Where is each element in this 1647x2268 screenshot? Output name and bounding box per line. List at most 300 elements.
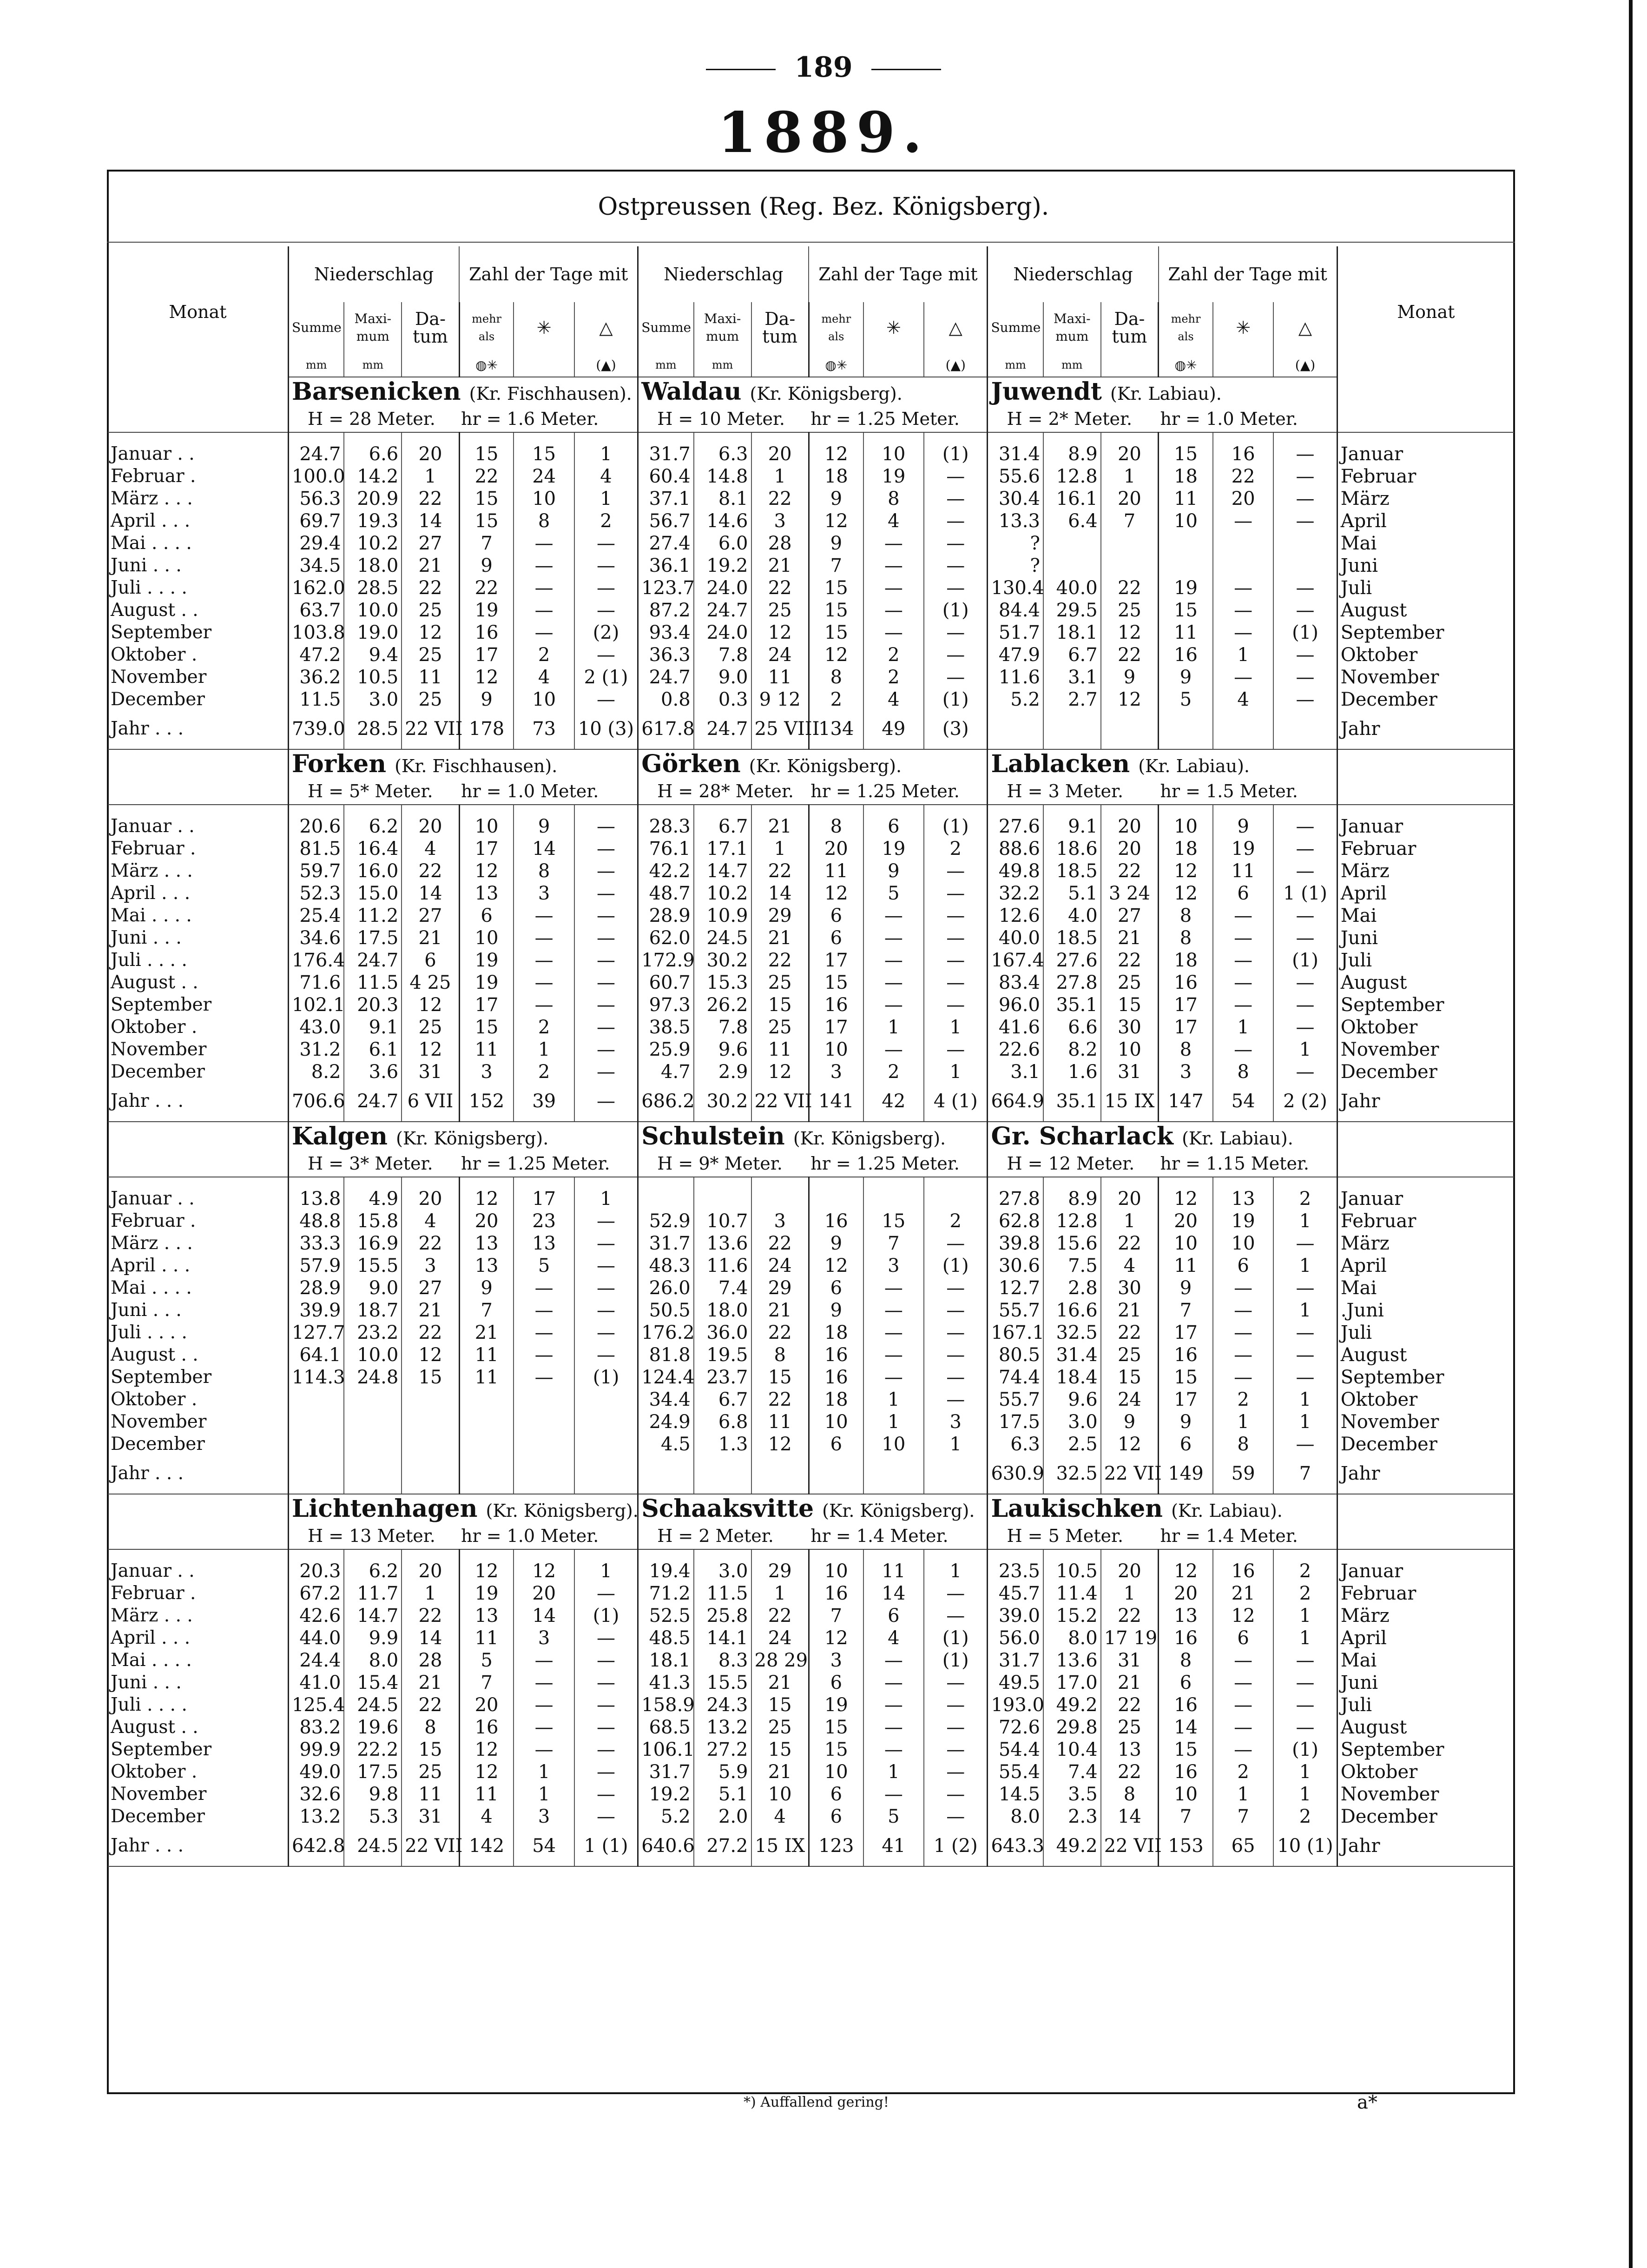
jahr-cell: 4 (1) bbox=[924, 1083, 988, 1122]
data-cell: 57.9 bbox=[288, 1255, 344, 1277]
data-cell: 12 bbox=[1213, 1605, 1273, 1627]
gap-cell bbox=[809, 432, 863, 443]
table-row bbox=[108, 1299, 1514, 1322]
jahr-cell bbox=[574, 1455, 638, 1494]
month-label-right: März bbox=[1337, 1605, 1514, 1627]
data-cell: 12 bbox=[402, 1038, 459, 1061]
station-title: Lichtenhagen bbox=[291, 1494, 478, 1523]
data-cell: 22 bbox=[1101, 1761, 1159, 1783]
jahr-label: Jahr . . . bbox=[108, 1455, 288, 1494]
data-cell: 10 bbox=[863, 1433, 924, 1455]
data-cell: 3 bbox=[459, 1061, 514, 1083]
jahr-cell: 22 VII bbox=[1101, 1828, 1159, 1866]
data-cell: — bbox=[1213, 905, 1273, 927]
jahr-label-right: Jahr bbox=[1337, 711, 1514, 749]
data-cell: 4 bbox=[1101, 1255, 1159, 1277]
data-cell: 11 bbox=[863, 1560, 924, 1582]
table-row bbox=[108, 882, 1514, 905]
data-cell: 10 bbox=[809, 1411, 863, 1433]
jahr-cell: 617.8 bbox=[638, 711, 694, 749]
data-cell: 9.1 bbox=[344, 1016, 402, 1038]
data-cell: 31.4 bbox=[1043, 1344, 1101, 1366]
table-row bbox=[108, 644, 1514, 666]
gap-cell bbox=[1043, 1549, 1101, 1560]
jahr-cell: 59 bbox=[1213, 1455, 1273, 1494]
station-name bbox=[638, 377, 988, 406]
gap-cell bbox=[108, 1549, 288, 1560]
gap-cell bbox=[574, 1549, 638, 1560]
data-cell: 9 bbox=[459, 555, 514, 577]
header-unit-mm-summe-3: mm bbox=[988, 353, 1043, 377]
gap-cell bbox=[288, 1177, 344, 1188]
month-label-right: September bbox=[1337, 1739, 1514, 1761]
data-cell: — bbox=[924, 949, 988, 972]
data-cell: 20 bbox=[1159, 1582, 1213, 1605]
data-cell: 9.8 bbox=[344, 1783, 402, 1805]
data-cell: 1 bbox=[1273, 1389, 1337, 1411]
jahr-cell bbox=[751, 1455, 809, 1494]
table-row bbox=[108, 815, 1514, 838]
data-cell bbox=[751, 1188, 809, 1210]
data-cell: 21 bbox=[459, 1322, 514, 1344]
height-row-spacer bbox=[108, 1523, 288, 1549]
data-cell: 1 bbox=[1213, 1783, 1273, 1805]
data-cell: 31 bbox=[1101, 1649, 1159, 1672]
data-cell: 15.3 bbox=[694, 972, 751, 994]
data-cell: — bbox=[514, 1672, 574, 1694]
data-cell: 33.3 bbox=[288, 1232, 344, 1255]
data-cell: 15 bbox=[459, 1016, 514, 1038]
data-cell: 39.9 bbox=[288, 1299, 344, 1322]
data-cell: — bbox=[924, 510, 988, 532]
data-cell: 1 bbox=[924, 1433, 988, 1455]
data-cell: 96.0 bbox=[988, 994, 1043, 1016]
station-title: Waldau bbox=[641, 377, 742, 406]
table-row bbox=[108, 994, 1514, 1016]
data-cell: — bbox=[863, 1366, 924, 1389]
data-cell: 16 bbox=[459, 1716, 514, 1739]
jahr-cell: 49.2 bbox=[1043, 1828, 1101, 1866]
jahr-cell: 134 bbox=[809, 711, 863, 749]
jahr-cell: 123 bbox=[809, 1828, 863, 1866]
gap-cell bbox=[809, 1549, 863, 1560]
data-cell: — bbox=[863, 1299, 924, 1322]
page-year: 1889. bbox=[718, 100, 929, 165]
data-cell: 2 (1) bbox=[574, 666, 638, 688]
jahr-cell bbox=[459, 1455, 514, 1494]
data-cell: 14 bbox=[402, 1627, 459, 1649]
gap-cell bbox=[459, 432, 514, 443]
data-cell: 49.2 bbox=[1043, 1694, 1101, 1716]
gap-cell bbox=[1101, 805, 1159, 815]
data-cell: 15 bbox=[402, 1739, 459, 1761]
gap-cell bbox=[1159, 805, 1213, 815]
data-cell: — bbox=[863, 577, 924, 599]
data-cell: 12 bbox=[1101, 1433, 1159, 1455]
month-label-right: Juli bbox=[1337, 949, 1514, 972]
data-cell: 1 bbox=[1101, 465, 1159, 488]
region-divider bbox=[107, 242, 1515, 243]
data-cell: 14 bbox=[514, 1605, 574, 1627]
data-cell: 12 bbox=[459, 1761, 514, 1783]
jahr-cell: (3) bbox=[924, 711, 988, 749]
data-cell: — bbox=[1213, 1739, 1273, 1761]
data-cell: 12 bbox=[459, 666, 514, 688]
data-cell: — bbox=[1213, 994, 1273, 1016]
header-maximum-3: Maxi- mum bbox=[1043, 302, 1101, 353]
data-cell: 2 bbox=[514, 1016, 574, 1038]
jahr-cell: 65 bbox=[1213, 1828, 1273, 1866]
data-cell: 22 bbox=[751, 1389, 809, 1411]
month-label: Juni . . . bbox=[111, 1672, 182, 1693]
data-cell: 29 bbox=[751, 1277, 809, 1299]
month-label: Mai . . . . bbox=[111, 1650, 192, 1671]
data-cell: 28.3 bbox=[638, 815, 694, 838]
data-cell: — bbox=[924, 1038, 988, 1061]
data-cell: 14.2 bbox=[344, 465, 402, 488]
station-row-spacer-right bbox=[1337, 749, 1514, 778]
data-cell bbox=[574, 1433, 638, 1455]
station-hr: hr = 1.6 Meter. bbox=[461, 409, 599, 429]
data-cell: 11 bbox=[1159, 1255, 1213, 1277]
data-cell: 15 bbox=[751, 1694, 809, 1716]
data-cell: 45.7 bbox=[988, 1582, 1043, 1605]
station-hr: hr = 1.4 Meter. bbox=[810, 1526, 949, 1546]
data-cell: 55.7 bbox=[988, 1389, 1043, 1411]
data-cell: 14 bbox=[1101, 1805, 1159, 1828]
table-row bbox=[108, 1016, 1514, 1038]
data-cell: — bbox=[1213, 622, 1273, 644]
header-snow-3: ✳ bbox=[1213, 302, 1273, 353]
data-cell: 11 bbox=[1159, 622, 1213, 644]
data-cell: 1.6 bbox=[1043, 1061, 1101, 1083]
month-label-right: Oktober bbox=[1337, 1389, 1514, 1411]
data-cell: — bbox=[1213, 1649, 1273, 1672]
data-cell: 6.8 bbox=[694, 1411, 751, 1433]
data-cell: — bbox=[1273, 465, 1337, 488]
month-label: April . . . bbox=[111, 883, 191, 904]
data-cell: 17 bbox=[1159, 1322, 1213, 1344]
data-cell: 23.7 bbox=[694, 1366, 751, 1389]
month-label: Mai . . . . bbox=[111, 905, 192, 926]
header-hail-paren-1: (▲) bbox=[574, 353, 638, 377]
data-cell: 2.3 bbox=[1043, 1805, 1101, 1828]
gap-cell bbox=[514, 432, 574, 443]
gap-cell bbox=[694, 432, 751, 443]
table-row bbox=[108, 510, 1514, 532]
station-title: Juwendt bbox=[991, 377, 1102, 406]
data-cell: 28.9 bbox=[638, 905, 694, 927]
data-cell: 15 bbox=[402, 1366, 459, 1389]
data-cell: 52.3 bbox=[288, 882, 344, 905]
data-cell: 3.6 bbox=[344, 1061, 402, 1083]
data-cell: 43.0 bbox=[288, 1016, 344, 1038]
jahr-cell: 22 VII bbox=[402, 1828, 459, 1866]
data-cell: 49.5 bbox=[988, 1672, 1043, 1694]
data-cell: 3 bbox=[402, 1255, 459, 1277]
gap-cell bbox=[1273, 1177, 1337, 1188]
month-label-right: Februar bbox=[1337, 1210, 1514, 1232]
gap-cell bbox=[751, 1177, 809, 1188]
gap-row bbox=[108, 1549, 1514, 1560]
data-cell: 106.1 bbox=[638, 1739, 694, 1761]
data-cell: — bbox=[574, 1649, 638, 1672]
month-label: November bbox=[111, 1411, 207, 1432]
header-mehr-als-1: mehr als bbox=[459, 302, 514, 353]
data-cell: 29.5 bbox=[1043, 599, 1101, 622]
gap-cell bbox=[638, 432, 694, 443]
month-label: Juni . . . bbox=[111, 927, 182, 948]
jahr-cell: 141 bbox=[809, 1083, 863, 1122]
data-cell: 10.7 bbox=[694, 1210, 751, 1232]
data-cell: 11 bbox=[459, 1038, 514, 1061]
data-cell: 6 bbox=[1213, 882, 1273, 905]
data-cell: — bbox=[924, 1716, 988, 1739]
data-cell: — bbox=[1213, 1344, 1273, 1366]
data-cell: 15 bbox=[809, 622, 863, 644]
data-cell: 22 bbox=[402, 1605, 459, 1627]
data-cell: 17.5 bbox=[344, 1761, 402, 1783]
header-datum-3: Da- tum bbox=[1101, 302, 1159, 353]
data-cell bbox=[1273, 555, 1337, 577]
data-cell: — bbox=[924, 905, 988, 927]
data-cell: 39.8 bbox=[988, 1232, 1043, 1255]
jahr-row bbox=[108, 1083, 1514, 1122]
data-cell: 162.0 bbox=[288, 577, 344, 599]
data-cell: 51.7 bbox=[988, 622, 1043, 644]
station-h: H = 5 Meter. bbox=[1007, 1526, 1124, 1546]
data-cell: 25 bbox=[402, 644, 459, 666]
station-name bbox=[288, 377, 638, 406]
data-cell: 22 bbox=[751, 577, 809, 599]
data-cell: 9 bbox=[809, 1299, 863, 1322]
data-cell: 7.4 bbox=[694, 1277, 751, 1299]
month-label: März . . . bbox=[111, 860, 193, 881]
data-cell: 4 bbox=[863, 1627, 924, 1649]
data-cell: 1 bbox=[1213, 1016, 1273, 1038]
station-title: Gr. Scharlack bbox=[991, 1122, 1173, 1151]
table-row bbox=[108, 1061, 1514, 1083]
data-cell: 9.6 bbox=[1043, 1389, 1101, 1411]
gap-cell bbox=[751, 432, 809, 443]
data-cell: — bbox=[924, 1805, 988, 1828]
data-cell: — bbox=[514, 1694, 574, 1716]
data-cell: 29 bbox=[751, 905, 809, 927]
station-row-spacer bbox=[108, 1122, 288, 1151]
station-hr: hr = 1.25 Meter. bbox=[810, 409, 960, 429]
data-cell: 22 bbox=[1101, 949, 1159, 972]
station-name bbox=[988, 1122, 1337, 1151]
data-cell: 14 bbox=[514, 838, 574, 860]
data-cell: 22 bbox=[402, 1322, 459, 1344]
table-row bbox=[108, 688, 1514, 711]
data-cell: 84.4 bbox=[988, 599, 1043, 622]
data-cell: 10 bbox=[1213, 1232, 1273, 1255]
gap-cell bbox=[924, 1177, 988, 1188]
data-cell: 27.4 bbox=[638, 532, 694, 555]
month-label: Oktober . bbox=[111, 644, 198, 665]
month-label: März . . . bbox=[111, 1605, 193, 1626]
data-cell: 11 bbox=[459, 1366, 514, 1389]
data-cell: — bbox=[574, 1783, 638, 1805]
gap-cell bbox=[288, 1549, 344, 1560]
data-cell: 2 bbox=[574, 510, 638, 532]
data-cell: 7 bbox=[1159, 1805, 1213, 1828]
data-cell: 15 bbox=[459, 488, 514, 510]
data-cell: 9.1 bbox=[1043, 815, 1101, 838]
data-cell: — bbox=[863, 555, 924, 577]
data-cell: 2 bbox=[514, 1061, 574, 1083]
month-label: Juli . . . . bbox=[111, 1322, 187, 1343]
data-cell: — bbox=[574, 949, 638, 972]
data-cell: (1) bbox=[574, 1366, 638, 1389]
station-kreis: (Kr. Königsberg). bbox=[486, 1501, 639, 1521]
data-cell: — bbox=[1213, 599, 1273, 622]
gap-cell bbox=[108, 432, 288, 443]
data-cell: — bbox=[514, 622, 574, 644]
jahr-cell: 142 bbox=[459, 1828, 514, 1866]
station-name bbox=[288, 1122, 638, 1151]
data-cell: 8 bbox=[1213, 1433, 1273, 1455]
month-label: Januar . . bbox=[111, 1188, 195, 1209]
data-cell: 3 bbox=[514, 1805, 574, 1828]
data-cell: 12 bbox=[402, 1344, 459, 1366]
gap-cell bbox=[344, 805, 402, 815]
data-cell: 20.6 bbox=[288, 815, 344, 838]
header-unit-mm-summe-2: mm bbox=[638, 353, 694, 377]
data-cell: 24.9 bbox=[638, 1411, 694, 1433]
data-cell: 10 bbox=[459, 815, 514, 838]
gap-cell bbox=[751, 1549, 809, 1560]
data-cell: 10 bbox=[1159, 815, 1213, 838]
table-row bbox=[108, 1433, 1514, 1455]
data-cell: 29.8 bbox=[1043, 1716, 1101, 1739]
month-label-right: November bbox=[1337, 1038, 1514, 1061]
data-cell: — bbox=[1273, 666, 1337, 688]
data-cell: 15 bbox=[751, 1739, 809, 1761]
data-cell: 114.3 bbox=[288, 1366, 344, 1389]
data-cell: 15 bbox=[1159, 443, 1213, 465]
height-row-spacer bbox=[108, 406, 288, 432]
data-cell: — bbox=[863, 994, 924, 1016]
data-cell: 99.9 bbox=[288, 1739, 344, 1761]
data-cell bbox=[1213, 532, 1273, 555]
data-cell: — bbox=[1273, 688, 1337, 711]
header-unit-mm-max-1: mm bbox=[344, 353, 402, 377]
data-cell: 48.5 bbox=[638, 1627, 694, 1649]
jahr-cell: 49 bbox=[863, 711, 924, 749]
data-cell: 15 bbox=[459, 510, 514, 532]
data-cell: 13 bbox=[459, 1605, 514, 1627]
gap-cell bbox=[638, 805, 694, 815]
month-label: April . . . bbox=[111, 1255, 191, 1276]
data-cell: — bbox=[1273, 1322, 1337, 1344]
data-cell: 172.9 bbox=[638, 949, 694, 972]
data-cell: 22 bbox=[402, 577, 459, 599]
data-cell: — bbox=[1273, 488, 1337, 510]
table-row bbox=[108, 927, 1514, 949]
table-row bbox=[108, 972, 1514, 994]
header-row-3 bbox=[108, 353, 1514, 377]
data-cell: 3 bbox=[751, 510, 809, 532]
data-cell: — bbox=[1273, 972, 1337, 994]
data-cell: — bbox=[574, 838, 638, 860]
gap-cell bbox=[1159, 432, 1213, 443]
data-cell: 1 bbox=[514, 1038, 574, 1061]
data-cell: 4 bbox=[863, 688, 924, 711]
table-row bbox=[108, 1672, 1514, 1694]
data-cell: 25 bbox=[402, 1016, 459, 1038]
data-cell: 1.3 bbox=[694, 1433, 751, 1455]
data-cell: 10.2 bbox=[344, 532, 402, 555]
data-cell: 15.5 bbox=[344, 1255, 402, 1277]
jahr-cell: 1 (2) bbox=[924, 1828, 988, 1866]
gap-cell bbox=[638, 1549, 694, 1560]
data-cell: 21 bbox=[751, 927, 809, 949]
data-cell: 17.5 bbox=[344, 927, 402, 949]
month-label-right: December bbox=[1337, 1061, 1514, 1083]
data-cell: 9.6 bbox=[694, 1038, 751, 1061]
station-hr: hr = 1.0 Meter. bbox=[1160, 409, 1298, 429]
data-cell: 1 bbox=[863, 1411, 924, 1433]
data-cell: 3 24 bbox=[1101, 882, 1159, 905]
data-cell: 13.8 bbox=[288, 1188, 344, 1210]
data-cell: 27.6 bbox=[988, 815, 1043, 838]
data-cell: 3 bbox=[514, 1627, 574, 1649]
data-cell: 22 bbox=[1101, 1322, 1159, 1344]
station-name bbox=[288, 1494, 638, 1523]
data-cell: 4 bbox=[1213, 688, 1273, 711]
data-cell: 22 bbox=[751, 860, 809, 882]
data-cell bbox=[1043, 532, 1101, 555]
data-cell: 176.4 bbox=[288, 949, 344, 972]
station-name bbox=[988, 377, 1337, 406]
data-cell: — bbox=[574, 555, 638, 577]
data-cell: 18.6 bbox=[1043, 838, 1101, 860]
header-hail-3: △ bbox=[1273, 302, 1337, 353]
month-label: Januar . . bbox=[111, 1560, 195, 1581]
data-cell: (1) bbox=[1273, 1739, 1337, 1761]
data-cell: 2 bbox=[514, 644, 574, 666]
data-cell: 71.2 bbox=[638, 1582, 694, 1605]
data-cell: 13.3 bbox=[988, 510, 1043, 532]
data-cell: 20 bbox=[1101, 488, 1159, 510]
data-cell: 22 bbox=[459, 465, 514, 488]
data-cell: 2 bbox=[1273, 1560, 1337, 1582]
data-cell: 88.6 bbox=[988, 838, 1043, 860]
data-cell: — bbox=[514, 1322, 574, 1344]
data-cell: 1 bbox=[574, 1560, 638, 1582]
data-cell: 34.6 bbox=[288, 927, 344, 949]
data-cell: — bbox=[1213, 927, 1273, 949]
data-cell: 62.0 bbox=[638, 927, 694, 949]
data-cell: 1 bbox=[751, 465, 809, 488]
station-heights bbox=[288, 406, 638, 432]
month-label-right: Juli bbox=[1337, 1694, 1514, 1716]
gap-cell bbox=[694, 1177, 751, 1188]
jahr-cell: 24.7 bbox=[694, 711, 751, 749]
table-row bbox=[108, 622, 1514, 644]
station-row-spacer bbox=[108, 1494, 288, 1523]
data-cell: 16.1 bbox=[1043, 488, 1101, 510]
data-cell: — bbox=[924, 1605, 988, 1627]
data-cell: 10.2 bbox=[694, 882, 751, 905]
gap-cell bbox=[574, 1177, 638, 1188]
data-cell: 25 bbox=[402, 688, 459, 711]
data-cell: — bbox=[1213, 1672, 1273, 1694]
gap-cell bbox=[1101, 432, 1159, 443]
header-summe-2: Summe bbox=[638, 302, 694, 353]
